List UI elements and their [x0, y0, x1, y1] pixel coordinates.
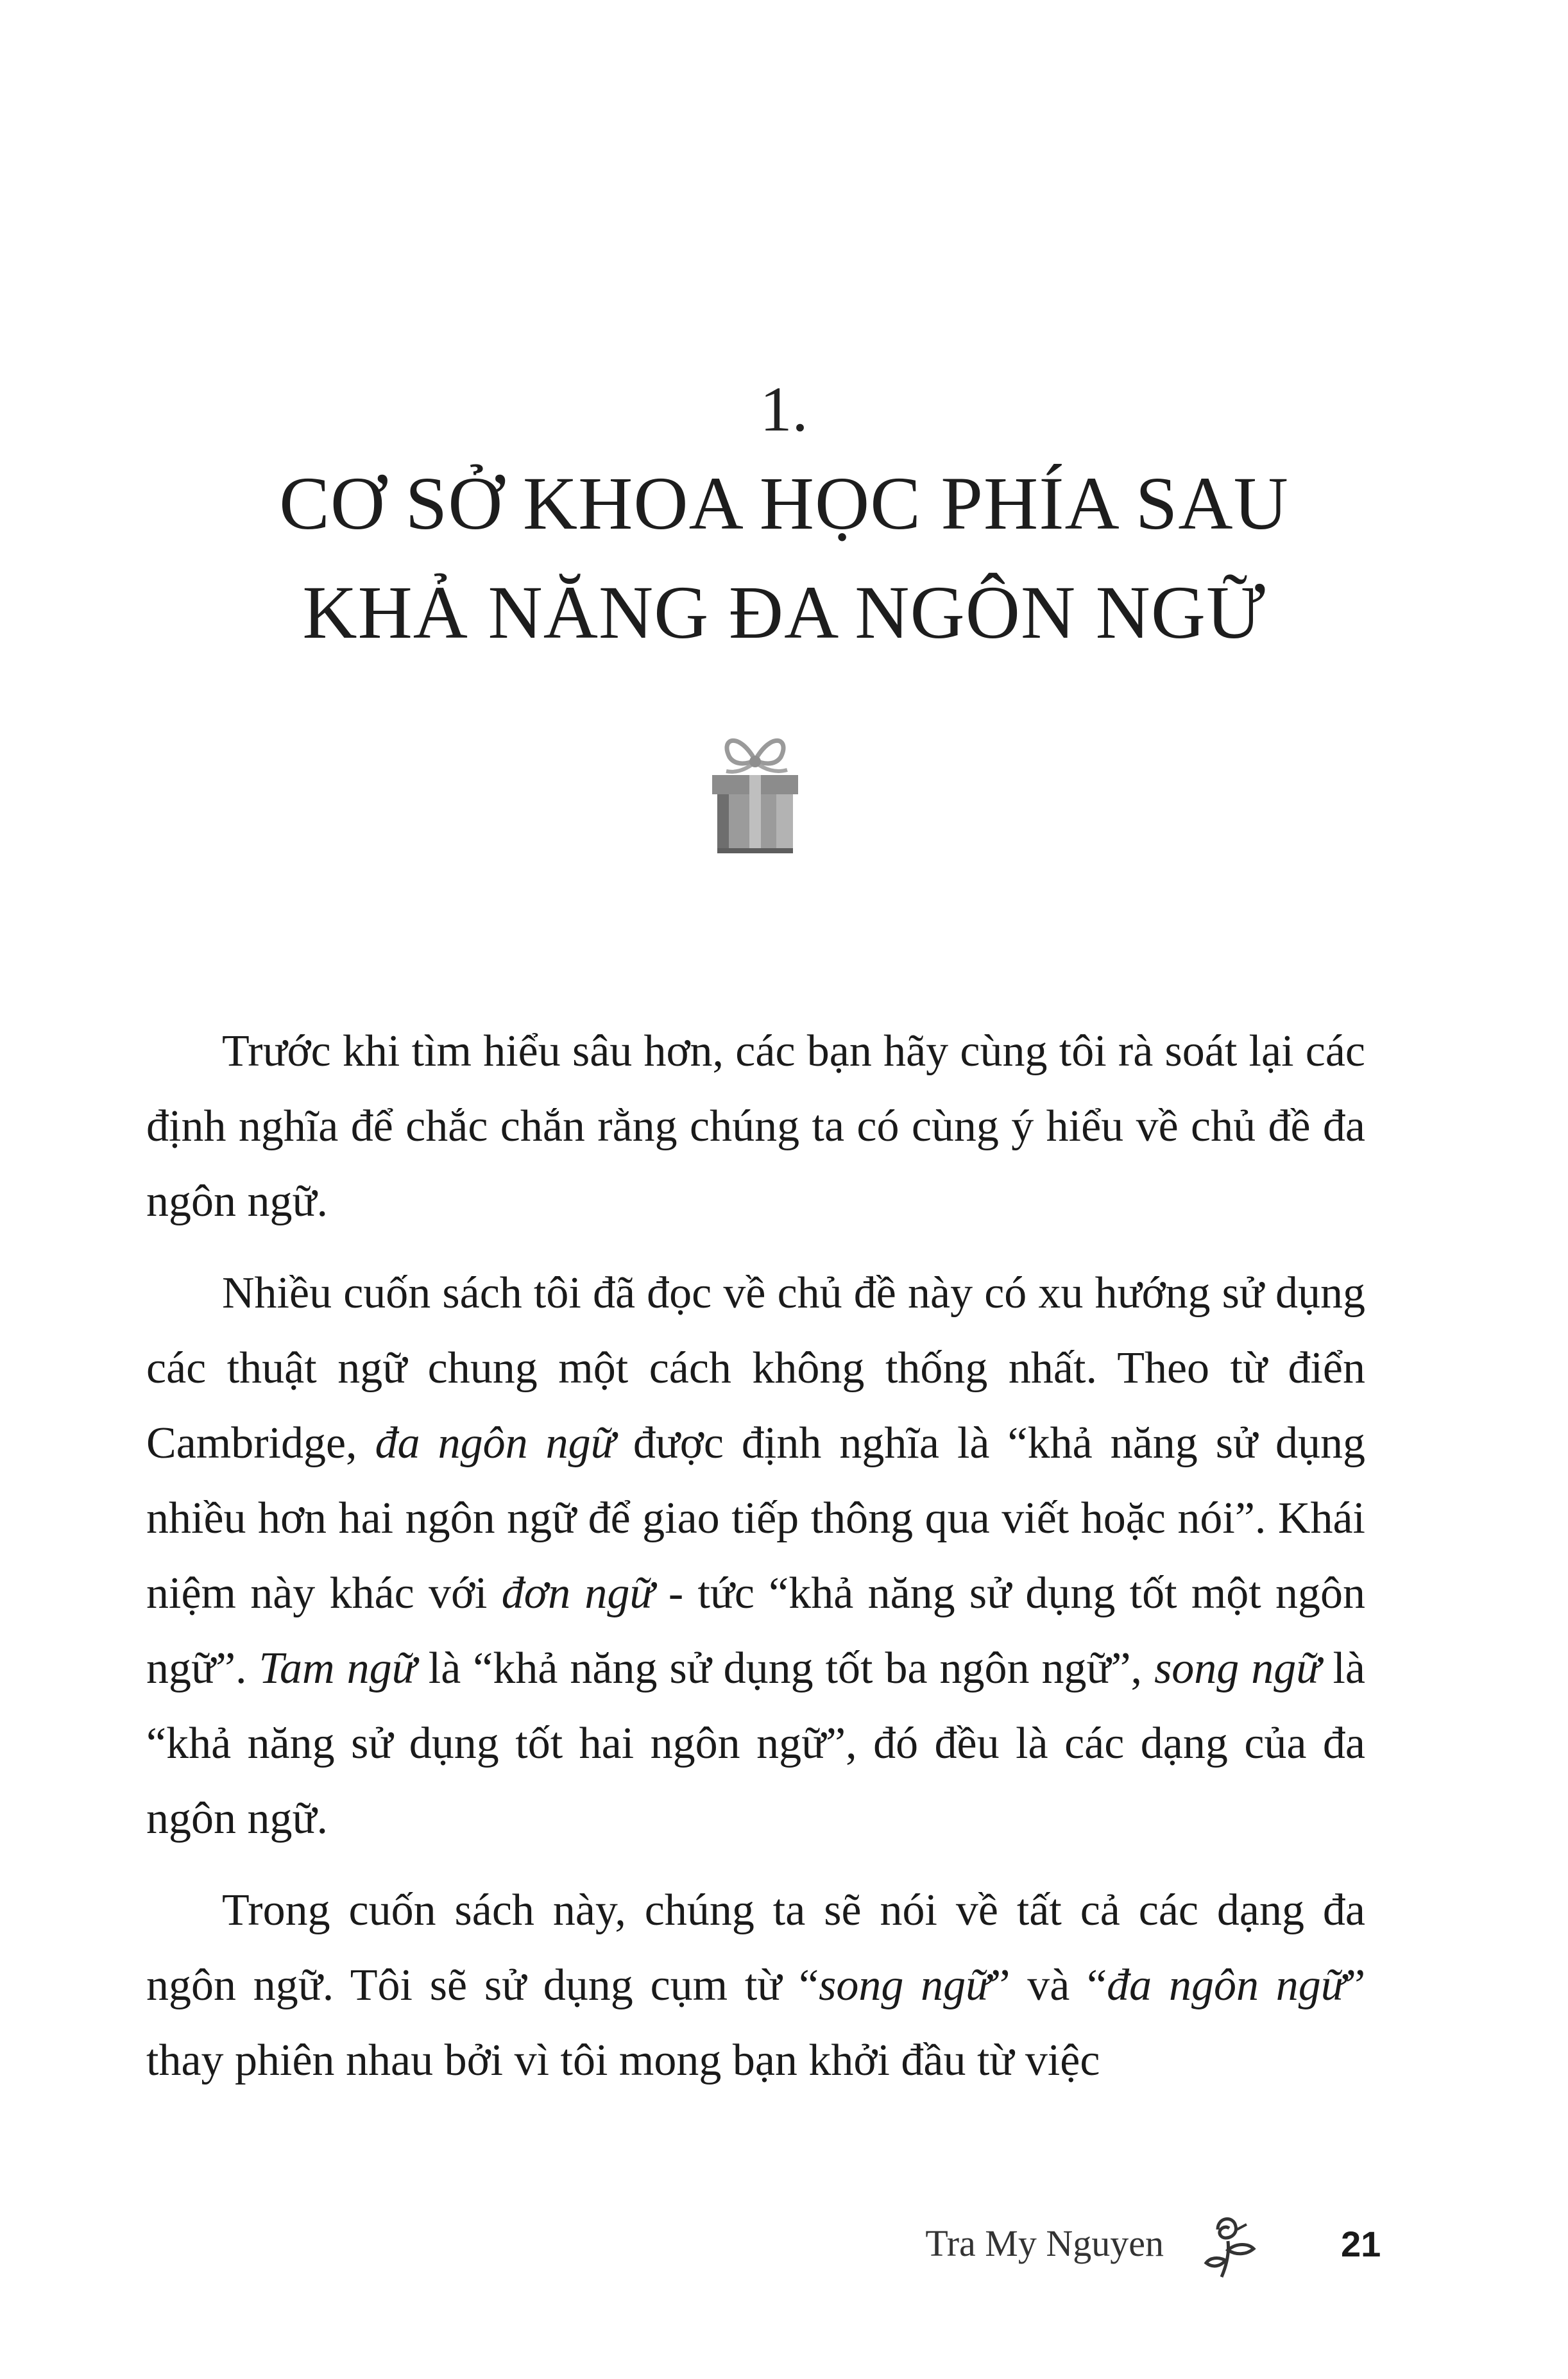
page-footer: [0, 2210, 1568, 2287]
chapter-title-line-2: KHẢ NĂNG ĐA NGÔN NGỮ: [302, 570, 1266, 654]
term-tam-ngu: Tam ngữ: [259, 1644, 416, 1693]
body-text: [146, 1014, 1365, 2115]
paragraph-2-text-4: là “khả năng sử dụng tốt ba ngôn ngữ”,: [416, 1644, 1155, 1693]
gift-box-icon: [701, 712, 810, 860]
term-da-ngon-ngu-2: đa ngôn ngữ: [1107, 1961, 1345, 2010]
paragraph-2: [146, 1256, 1365, 1856]
page-number: 21: [1341, 2224, 1381, 2264]
author-name: Tra My Nguyen: [925, 2222, 1164, 2264]
paragraph-2-text-1: Nhiều cuốn sách tôi đã đọc về chủ đề này có xu hướng sử dụng các thuật ngữ chung một cách không thống nhất. Theo từ điển Cambridge,: [146, 1268, 1365, 1468]
paragraph-2-text-2: được định nghĩa là “khả năng sử dụng nhiều hơn hai ngôn ngữ để giao tiếp thông qua viết hoặc nói”. Khái niệm này khác với: [146, 1419, 1365, 1618]
term-don-ngu: đơn ngữ: [501, 1569, 654, 1618]
rose-icon: [1198, 2210, 1263, 2281]
paragraph-2-text-5: là “khả năng sử dụng tốt hai ngôn ngữ”, đó đều là các dạng của đa ngôn ngữ.: [146, 1644, 1365, 1843]
paragraph-3-text-3: ” thay phiên nhau bởi vì tôi mong bạn khởi đầu từ việc: [146, 1961, 1366, 2085]
chapter-number: 1.: [760, 373, 808, 445]
term-da-ngon-ngu: đa ngôn ngữ: [375, 1419, 615, 1468]
term-song-ngu: song ngữ: [1154, 1644, 1321, 1693]
chapter-title-line-1: CƠ SỞ KHOA HỌC PHÍA SAU: [279, 461, 1289, 545]
paragraph-2-text-3: - tức “khả năng sử dụng tốt một ngôn ngữ”.: [146, 1569, 1366, 1693]
paragraph-1: Trước khi tìm hiểu sâu hơn, các bạn hãy cùng tôi rà soát lại các định nghĩa để chắc chắn rằng chúng ta có cùng ý hiểu về chủ đề đa ngôn ngữ.: [146, 1027, 1365, 1226]
term-song-ngu-2: song ngữ: [819, 1961, 991, 2010]
paragraph-3-text-1: Trong cuốn sách này, chúng ta sẽ nói về tất cả các dạng đa ngôn ngữ. Tôi sẽ sử dụng cụm từ “: [146, 1886, 1365, 2010]
paragraph-3-text-2: ” và “: [990, 1961, 1107, 2010]
chapter-title: [0, 449, 1568, 667]
paragraph-3: [146, 1873, 1365, 2098]
